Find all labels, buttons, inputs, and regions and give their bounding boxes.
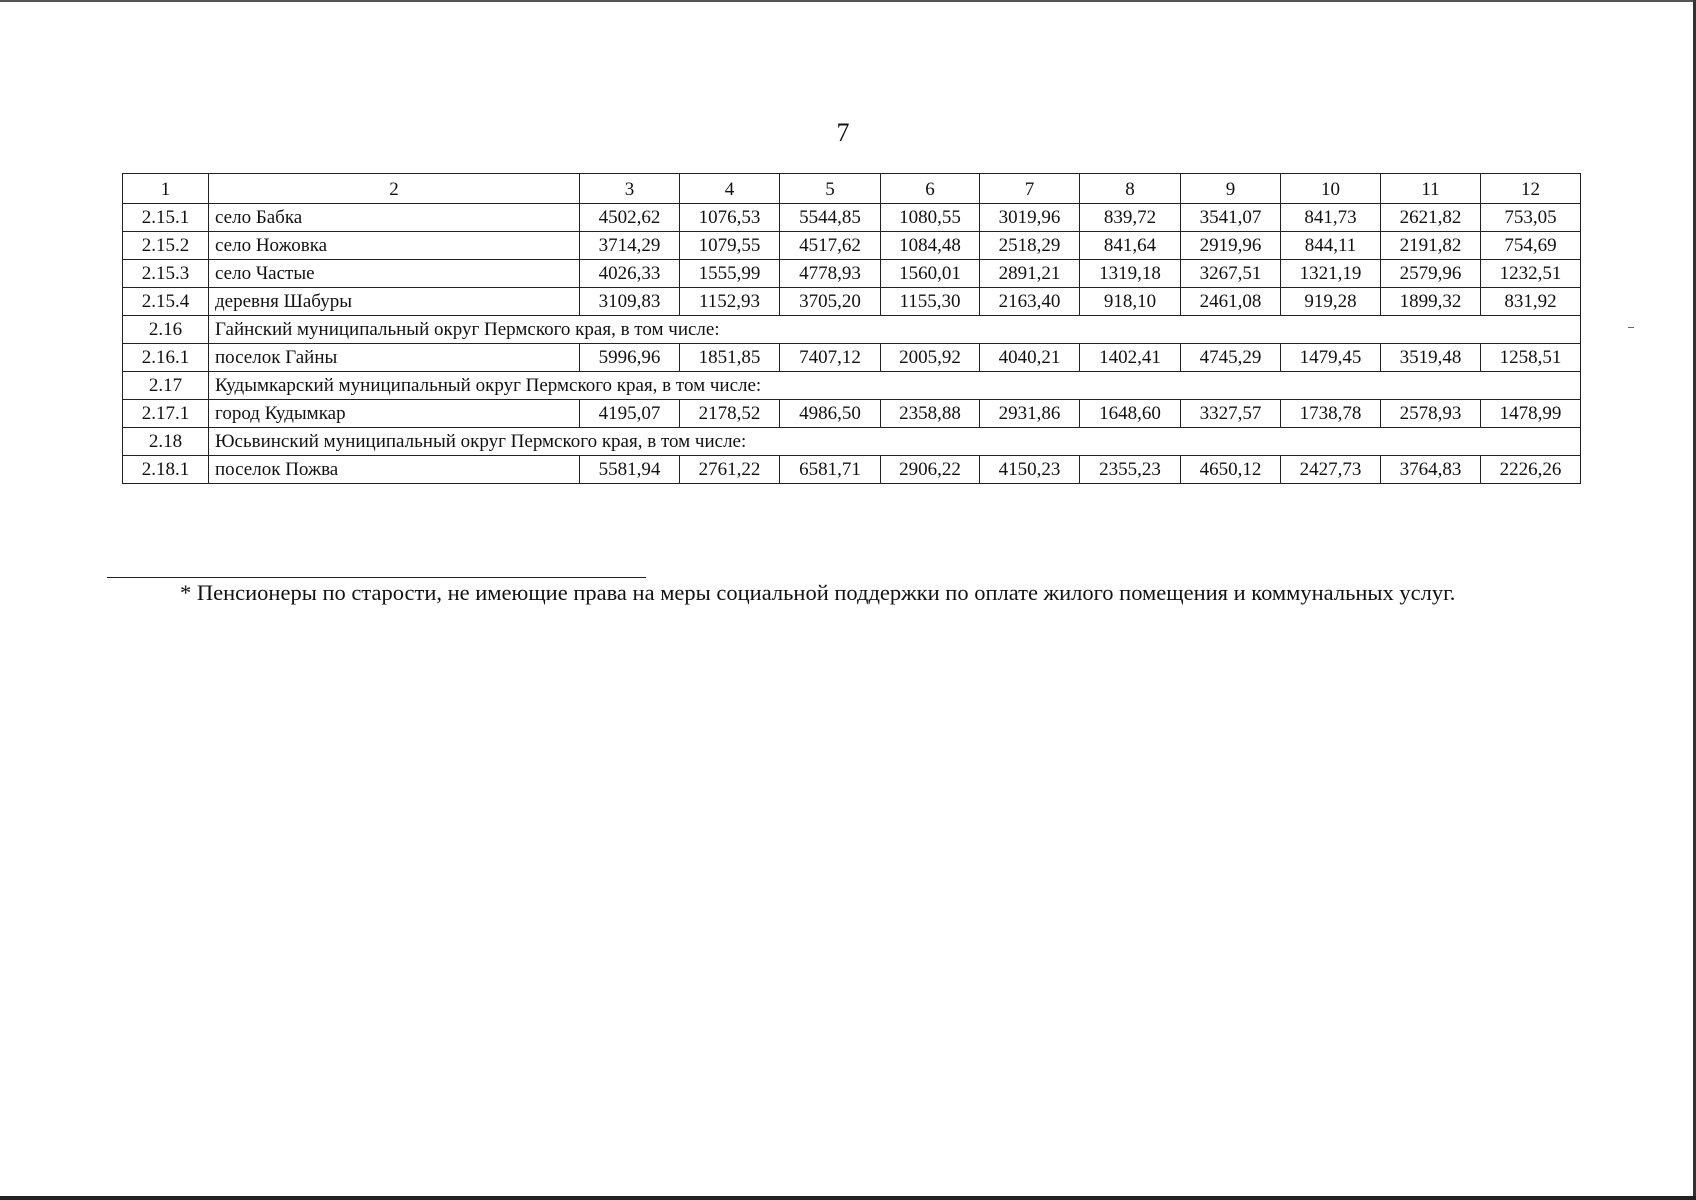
value-cell: 1648,60 (1080, 400, 1181, 428)
table-row (123, 400, 1581, 428)
header-cell: 7 (980, 174, 1080, 204)
value-cell: 4778,93 (780, 260, 881, 288)
value-cell: 1152,93 (680, 288, 780, 316)
value-cell: 2931,86 (980, 400, 1080, 428)
value-cell: 2621,82 (1381, 204, 1481, 232)
locality-name: село Бабка (209, 204, 580, 232)
row-number: 2.16 (123, 316, 209, 344)
value-cell: 753,05 (1481, 204, 1581, 232)
value-cell: 2578,93 (1381, 400, 1481, 428)
value-cell: 5996,96 (580, 344, 680, 372)
header-cell: 2 (209, 174, 580, 204)
table-row (123, 288, 1581, 316)
value-cell: 1155,30 (881, 288, 980, 316)
locality-name: поселок Пожва (209, 456, 580, 484)
row-number: 2.18.1 (123, 456, 209, 484)
scan-edge-top (0, 0, 1696, 2)
header-cell: 12 (1481, 174, 1581, 204)
value-cell: 3519,48 (1381, 344, 1481, 372)
scan-mark (1628, 327, 1634, 328)
value-cell: 841,73 (1281, 204, 1381, 232)
value-cell: 839,72 (1080, 204, 1181, 232)
table-header-row (123, 174, 1581, 204)
value-cell: 918,10 (1080, 288, 1181, 316)
header-cell: 11 (1381, 174, 1481, 204)
section-title: Юсьвинский муниципальный округ Пермского края, в том числе: (209, 428, 1581, 456)
value-cell: 2191,82 (1381, 232, 1481, 260)
value-cell: 2461,08 (1181, 288, 1281, 316)
header-cell: 9 (1181, 174, 1281, 204)
value-cell: 2427,73 (1281, 456, 1381, 484)
header-cell: 6 (881, 174, 980, 204)
value-cell: 754,69 (1481, 232, 1581, 260)
value-cell: 2178,52 (680, 400, 780, 428)
table-row (123, 204, 1581, 232)
value-cell: 5581,94 (580, 456, 680, 484)
value-cell: 4040,21 (980, 344, 1080, 372)
page-number: 7 (836, 118, 850, 147)
value-cell: 3541,07 (1181, 204, 1281, 232)
header-cell: 3 (580, 174, 680, 204)
value-cell: 5544,85 (780, 204, 881, 232)
row-number: 2.17 (123, 372, 209, 400)
row-number: 2.15.4 (123, 288, 209, 316)
section-title: Гайнский муниципальный округ Пермского края, в том числе: (209, 316, 1581, 344)
value-cell: 2005,92 (881, 344, 980, 372)
value-cell: 3705,20 (780, 288, 881, 316)
value-cell: 1084,48 (881, 232, 980, 260)
value-cell: 919,28 (1281, 288, 1381, 316)
row-number: 2.18 (123, 428, 209, 456)
value-cell: 7407,12 (780, 344, 881, 372)
value-cell: 4650,12 (1181, 456, 1281, 484)
locality-name: деревня Шабуры (209, 288, 580, 316)
value-cell: 1560,01 (881, 260, 980, 288)
header-cell: 5 (780, 174, 881, 204)
value-cell: 1232,51 (1481, 260, 1581, 288)
value-cell: 1079,55 (680, 232, 780, 260)
table-row (123, 456, 1581, 484)
row-number: 2.17.1 (123, 400, 209, 428)
value-cell: 1258,51 (1481, 344, 1581, 372)
value-cell: 831,92 (1481, 288, 1581, 316)
value-cell: 2919,96 (1181, 232, 1281, 260)
section-title: Кудымкарский муниципальный округ Пермского края, в том числе: (209, 372, 1581, 400)
value-cell: 1738,78 (1281, 400, 1381, 428)
value-cell: 4502,62 (580, 204, 680, 232)
value-cell: 3764,83 (1381, 456, 1481, 484)
row-number: 2.15.2 (123, 232, 209, 260)
value-cell: 4517,62 (780, 232, 881, 260)
value-cell: 6581,71 (780, 456, 881, 484)
header-cell: 4 (680, 174, 780, 204)
row-number: 2.15.3 (123, 260, 209, 288)
section-row (123, 428, 1581, 456)
value-cell: 2358,88 (881, 400, 980, 428)
header-cell: 1 (123, 174, 209, 204)
value-cell: 4195,07 (580, 400, 680, 428)
value-cell: 4986,50 (780, 400, 881, 428)
value-cell: 2891,21 (980, 260, 1080, 288)
value-cell: 1321,19 (1281, 260, 1381, 288)
value-cell: 4150,23 (980, 456, 1080, 484)
value-cell: 2226,26 (1481, 456, 1581, 484)
value-cell: 3109,83 (580, 288, 680, 316)
value-cell: 1899,32 (1381, 288, 1481, 316)
section-row (123, 316, 1581, 344)
table-row (123, 232, 1581, 260)
value-cell: 1319,18 (1080, 260, 1181, 288)
value-cell: 2518,29 (980, 232, 1080, 260)
value-cell: 1402,41 (1080, 344, 1181, 372)
locality-name: город Кудымкар (209, 400, 580, 428)
locality-name: поселок Гайны (209, 344, 580, 372)
value-cell: 1479,45 (1281, 344, 1381, 372)
value-cell: 2906,22 (881, 456, 980, 484)
value-cell: 1478,99 (1481, 400, 1581, 428)
value-cell: 2761,22 (680, 456, 780, 484)
header-cell: 8 (1080, 174, 1181, 204)
value-cell: 841,64 (1080, 232, 1181, 260)
value-cell: 4745,29 (1181, 344, 1281, 372)
value-cell: 1851,85 (680, 344, 780, 372)
header-cell: 10 (1281, 174, 1381, 204)
value-cell: 3267,51 (1181, 260, 1281, 288)
value-cell: 3019,96 (980, 204, 1080, 232)
value-cell: 4026,33 (580, 260, 680, 288)
value-cell: 2355,23 (1080, 456, 1181, 484)
row-number: 2.16.1 (123, 344, 209, 372)
footnote: * Пенсионеры по старости, не имеющие права на меры социальной поддержки по оплате жилого помещения и коммунальных услуг. (180, 580, 1456, 605)
row-number: 2.15.1 (123, 204, 209, 232)
locality-name: село Частые (209, 260, 580, 288)
data-table (122, 173, 1581, 484)
value-cell: 1076,53 (680, 204, 780, 232)
value-cell: 844,11 (1281, 232, 1381, 260)
value-cell: 2163,40 (980, 288, 1080, 316)
table-row (123, 260, 1581, 288)
table-row (123, 344, 1581, 372)
value-cell: 1555,99 (680, 260, 780, 288)
table-body (123, 174, 1581, 484)
value-cell: 2579,96 (1381, 260, 1481, 288)
footnote-rule (107, 577, 646, 578)
scan-edge-bottom (0, 1196, 1696, 1200)
locality-name: село Ножовка (209, 232, 580, 260)
value-cell: 3714,29 (580, 232, 680, 260)
value-cell: 1080,55 (881, 204, 980, 232)
section-row (123, 372, 1581, 400)
value-cell: 3327,57 (1181, 400, 1281, 428)
